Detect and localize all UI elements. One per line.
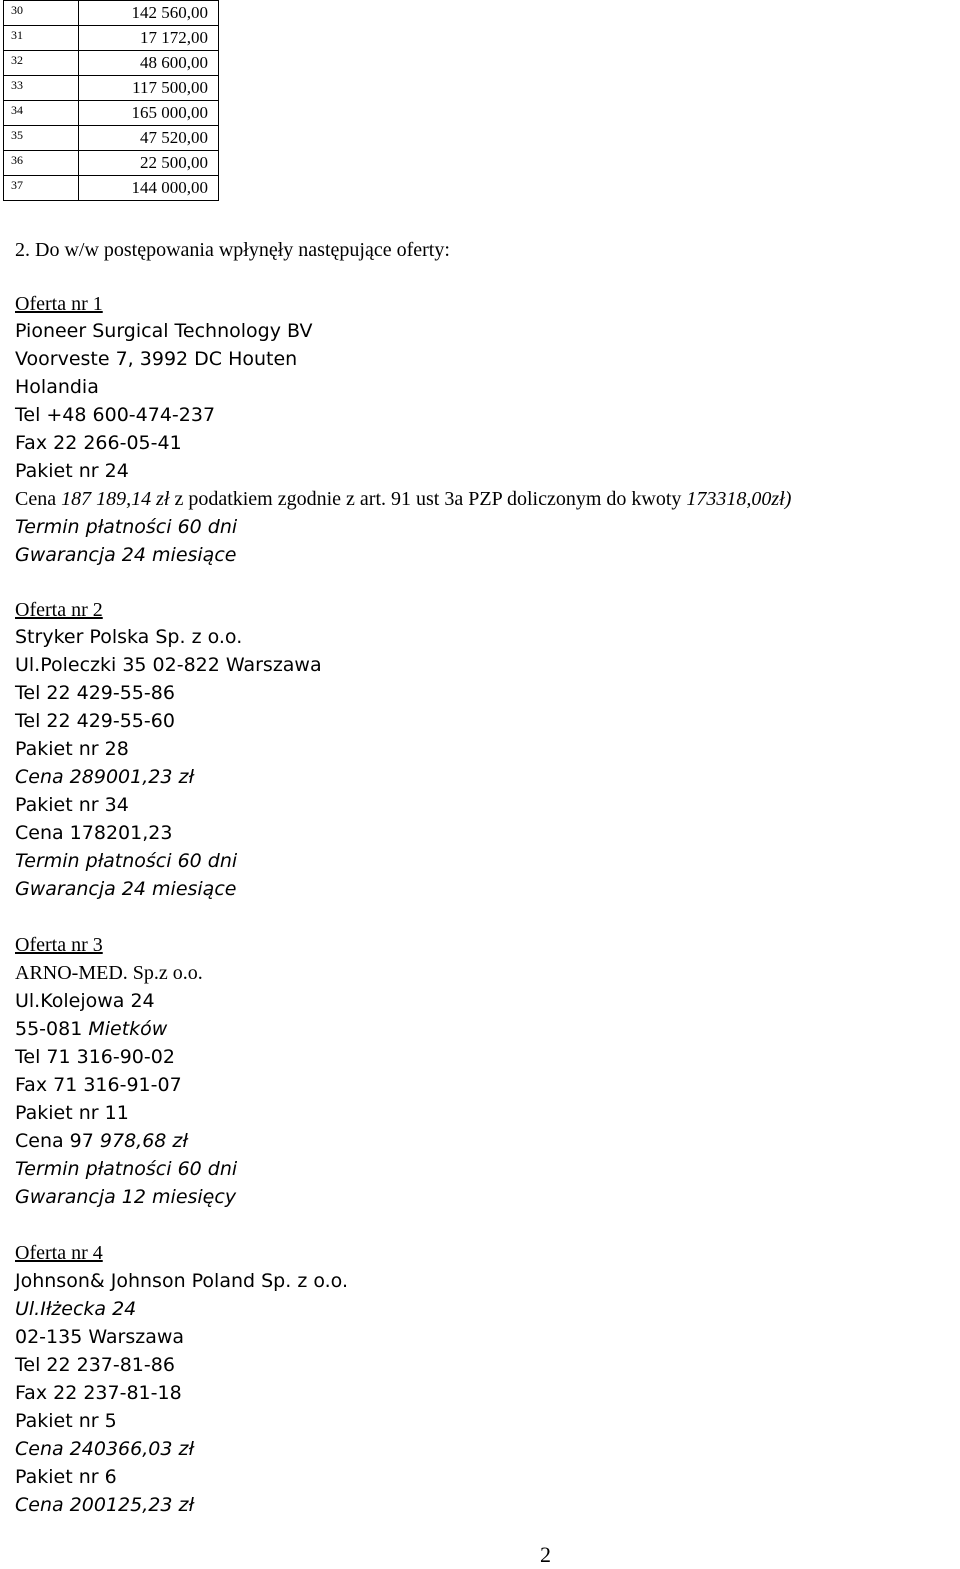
- offer1-price: [15, 485, 791, 513]
- offer3-price-amount: 978,68 zł: [99, 1130, 188, 1152]
- offer3-city: Mietków: [88, 1018, 168, 1040]
- package-value-cell: 17 172,00: [79, 26, 219, 51]
- offer2-price2: Cena 178201,23: [15, 822, 173, 844]
- package-number-cell: 36: [4, 151, 79, 176]
- offer3-price: [15, 1127, 188, 1155]
- offer2-company: Stryker Polska Sp. z o.o.: [15, 626, 243, 648]
- table-row: [4, 101, 219, 126]
- package-number-cell: 31: [4, 26, 79, 51]
- offer3-city-line: [15, 1015, 167, 1043]
- package-value-cell: 144 000,00: [79, 176, 219, 201]
- intro-text: 2. Do w/w postępowania wpłynęły następujące oferty:: [15, 239, 450, 261]
- offer4-package1: Pakiet nr 5: [15, 1410, 117, 1432]
- offer4-price1: Cena 240366,03 zł: [15, 1438, 194, 1460]
- offer1-heading: Oferta nr 1: [15, 293, 103, 315]
- offer1-price-amount: 187 189,14 zł: [61, 488, 170, 510]
- offer1-fax: Fax 22 266-05-41: [15, 432, 182, 454]
- offer2-price1: Cena 289001,23 zł: [15, 766, 194, 788]
- offer4-tel: Tel 22 237-81-86: [15, 1354, 175, 1376]
- offer4-street: Ul.Iłżecka 24: [15, 1298, 137, 1320]
- offer1-package: Pakiet nr 24: [15, 460, 129, 482]
- offer4-package2: Pakiet nr 6: [15, 1466, 117, 1488]
- offer3-package: Pakiet nr 11: [15, 1102, 129, 1124]
- offer3-tel: Tel 71 316-90-02: [15, 1046, 175, 1068]
- offer4-company: Johnson& Johnson Poland Sp. z o.o.: [15, 1270, 348, 1292]
- table-row: [4, 51, 219, 76]
- package-value-cell: 165 000,00: [79, 101, 219, 126]
- table-row: [4, 151, 219, 176]
- offer1-warranty: Gwarancja 24 miesiące: [15, 544, 237, 566]
- offer1-payment: Termin płatności 60 dni: [15, 516, 238, 538]
- offer4-fax: Fax 22 237-81-18: [15, 1382, 182, 1404]
- package-value-cell: 22 500,00: [79, 151, 219, 176]
- package-value-cell: 117 500,00: [79, 76, 219, 101]
- offer2-tel1: Tel 22 429-55-86: [15, 682, 175, 704]
- offer3-warranty: Gwarancja 12 miesięcy: [15, 1186, 237, 1208]
- offer2-heading: Oferta nr 2: [15, 599, 103, 621]
- package-number-cell: 35: [4, 126, 79, 151]
- package-value-cell: 47 520,00: [79, 126, 219, 151]
- table-row: [4, 126, 219, 151]
- offer1-country: Holandia: [15, 376, 99, 398]
- package-value-cell: 142 560,00: [79, 1, 219, 26]
- offer2-warranty: Gwarancja 24 miesiące: [15, 878, 237, 900]
- offer1-company: Pioneer Surgical Technology BV: [15, 320, 313, 342]
- package-value-cell: 48 600,00: [79, 51, 219, 76]
- offer3-company: ARNO-MED. Sp.z o.o.: [15, 962, 203, 984]
- page-number: 2: [540, 1542, 551, 1567]
- table-row: [4, 1, 219, 26]
- offer3-heading: Oferta nr 3: [15, 934, 103, 956]
- offer2-payment: Termin płatności 60 dni: [15, 850, 238, 872]
- offer1-tel: Tel +48 600-474-237: [15, 404, 216, 426]
- offer2-package1: Pakiet nr 28: [15, 738, 129, 760]
- package-number-cell: 30: [4, 1, 79, 26]
- table-row: [4, 26, 219, 51]
- offer3-payment: Termin płatności 60 dni: [15, 1158, 238, 1180]
- offer3-street: Ul.Kolejowa 24: [15, 990, 155, 1012]
- offer2-package2: Pakiet nr 34: [15, 794, 129, 816]
- offer3-fax: Fax 71 316-91-07: [15, 1074, 182, 1096]
- offer3-postal-code: 55-081: [15, 1018, 89, 1040]
- table-row: [4, 76, 219, 101]
- offer4-heading: Oferta nr 4: [15, 1242, 103, 1264]
- offer1-address: Voorveste 7, 3992 DC Houten: [15, 348, 298, 370]
- offer1-price-base: 173318,00zł): [686, 488, 792, 510]
- offer4-price2: Cena 200125,23 zł: [15, 1494, 194, 1516]
- offer4-city: 02-135 Warszawa: [15, 1326, 185, 1348]
- table-row: [4, 176, 219, 201]
- package-number-cell: 32: [4, 51, 79, 76]
- package-number-cell: 34: [4, 101, 79, 126]
- offer2-tel2: Tel 22 429-55-60: [15, 710, 175, 732]
- offer1-price-mid: z podatkiem zgodnie z art. 91 ust 3a PZP doliczonym do kwoty: [169, 488, 687, 510]
- package-number-cell: 33: [4, 76, 79, 101]
- packages-table: [3, 0, 219, 201]
- offer3-price-prefix: Cena 97: [15, 1130, 100, 1152]
- package-number-cell: 37: [4, 176, 79, 201]
- offer1-price-prefix: Cena: [15, 488, 62, 510]
- offer2-address: Ul.Poleczki 35 02-822 Warszawa: [15, 654, 322, 676]
